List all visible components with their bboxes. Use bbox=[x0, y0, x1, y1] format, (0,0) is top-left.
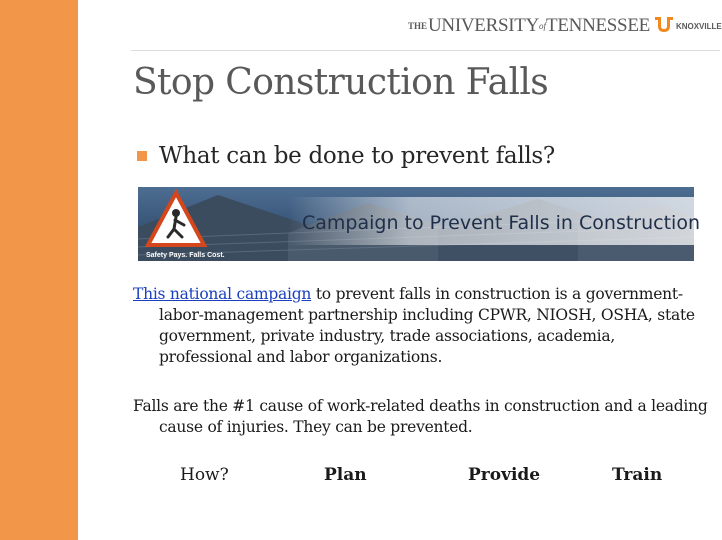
banner-tagline: Safety Pays. Falls Cost. bbox=[146, 252, 225, 259]
campaign-description-paragraph bbox=[133, 284, 708, 368]
bullet-text: What can be done to prevent falls? bbox=[159, 143, 555, 169]
train-label: Train bbox=[612, 465, 663, 485]
national-campaign-link[interactable]: This national campaign bbox=[133, 285, 312, 303]
university-logo bbox=[408, 14, 722, 38]
campaign-banner-text: Campaign to Prevent Falls in Construction bbox=[302, 212, 700, 234]
campaign-description-text: to prevent falls in construction is a government-labor-management partnership including CPWR, NIOSH, OSHA, state government, private industry, trade associations, academia, professional and labor organizations. bbox=[159, 285, 695, 366]
falls-fact-paragraph: Falls are the #1 cause of work-related deaths in construction and a leading cause of injuries. They can be prevented. bbox=[133, 397, 708, 436]
provide-label: Provide bbox=[468, 465, 541, 485]
orange-side-bar bbox=[0, 0, 78, 540]
plan-label: Plan bbox=[324, 465, 367, 485]
campaign-banner-image bbox=[138, 187, 700, 261]
logo-of-text: of bbox=[539, 21, 547, 31]
logo-university-text: UNIVERSITY bbox=[428, 15, 540, 36]
title-divider bbox=[131, 50, 720, 51]
logo-the-text: THE bbox=[408, 21, 428, 31]
how-label: How? bbox=[180, 465, 229, 485]
bullet-point bbox=[137, 143, 555, 169]
logo-knoxville-text: KNOXVILLE bbox=[675, 21, 722, 31]
square-bullet-icon bbox=[137, 151, 147, 161]
logo-tennessee-text: TENNESSEE bbox=[546, 15, 650, 36]
slide-title: Stop Construction Falls bbox=[133, 62, 549, 103]
ut-logo-mark-icon bbox=[654, 16, 674, 36]
